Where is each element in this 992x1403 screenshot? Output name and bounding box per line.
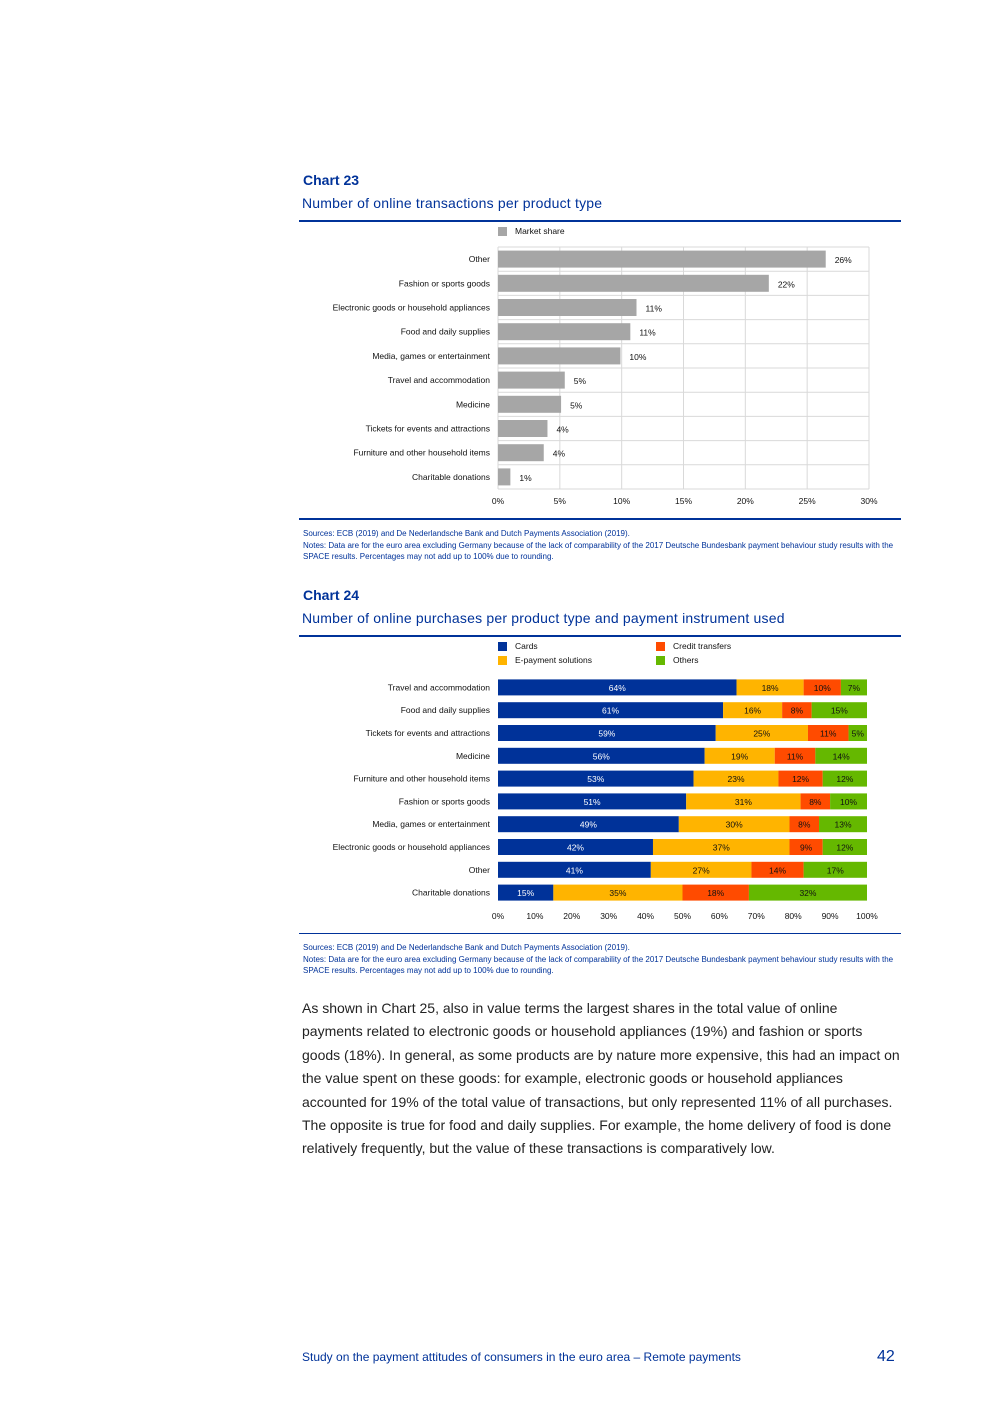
chart24-x-tick-label: 30%	[600, 911, 618, 921]
chart24-bottom-rule	[299, 933, 901, 934]
chart24-data-label: 51%	[583, 796, 601, 807]
chart24-data-label: 10%	[840, 796, 858, 807]
chart24-data-label: 61%	[602, 705, 620, 716]
chart23-data-label: 4%	[556, 424, 569, 435]
body-paragraph: As shown in Chart 25, also in value terms the largest shares in the total value of online payments related to electronic goods or household appliances (19%) and fashion or sports goods (18%). In general, as some products are by nature more expensive, this had an impact on the value spent on these goods: for example, electronic goods or household appliances accounted for 19% of the total value of transactions, but only represented 11% of all purchases. The opposite is true for food and daily supplies. For example, the home delivery of food is done relatively frequently, but the value of these transactions is comparatively low.	[302, 1000, 900, 1157]
chart24-data-label: 30%	[725, 819, 743, 830]
chart24-data-label: 42%	[566, 842, 584, 853]
chart24-category-label: Furniture and other household items	[353, 773, 490, 784]
chart24-category-label: Charitable donations	[412, 887, 490, 898]
chart24-data-label: 9%	[799, 842, 813, 853]
chart24-x-tick-label: 80%	[784, 911, 802, 921]
chart24-data-label: 25%	[753, 728, 771, 739]
chart24-data-label: 8%	[790, 705, 804, 716]
chart23-category-label: Electronic goods or household appliances	[332, 302, 490, 313]
chart24-category-label: Medicine	[455, 750, 490, 761]
chart24-x-tick-label: 70%	[747, 911, 765, 921]
chart24-data-label: 14%	[832, 751, 850, 762]
chart23-title: Number of online transactions per product type	[302, 195, 603, 211]
chart24-sources: Sources: ECB (2019) and De Nederlandsche Bank and Dutch Payments Association (2019).	[303, 943, 630, 952]
chart24-data-label: 14%	[769, 865, 787, 876]
chart24-data-label: 8%	[798, 819, 811, 830]
chart24-data-label: 15%	[830, 705, 848, 716]
chart23-category-label: Tickets for events and attractions	[365, 423, 490, 434]
chart24-data-label: 7%	[847, 682, 861, 693]
chart23-label: Chart 23	[303, 172, 360, 188]
chart23-legend-label: Market share	[515, 226, 565, 236]
chart23-category-label: Travel and accommodation	[387, 375, 490, 386]
chart24-x-tick-label: 20%	[563, 911, 581, 921]
chart24-data-label: 37%	[712, 842, 730, 853]
chart24-x-tick-label: 90%	[821, 911, 839, 921]
chart24-data-label: 41%	[565, 865, 583, 876]
chart23-category-label: Charitable donations	[412, 471, 490, 482]
footer-title: Study on the payment attitudes of consumers in the euro area – Remote payments	[302, 1350, 741, 1364]
chart24-title: Number of online purchases per product type and payment instrument used	[302, 610, 785, 626]
chart23-data-label: 26%	[834, 255, 852, 266]
chart24-data-label: 12%	[836, 774, 854, 785]
chart24-category-label: Media, games or entertainment	[372, 819, 490, 830]
legend-label-cards: Cards	[515, 641, 538, 651]
chart24-category-label: Other	[468, 864, 490, 875]
chart24-label: Chart 24	[303, 587, 360, 603]
chart24-data-label: 31%	[734, 796, 752, 807]
chart23-category-label: Fashion or sports goods	[398, 278, 490, 289]
chart24-data-label: 5%	[851, 728, 864, 739]
chart24-data-label: 59%	[598, 728, 616, 739]
chart23-category-label: Media, games or entertainment	[372, 350, 490, 361]
legend-label-others: Others	[673, 655, 699, 665]
chart23-data-label: 1%	[519, 472, 532, 483]
legend-label-e-payment: E-payment solutions	[515, 655, 593, 665]
chart23-category-label: Other	[468, 254, 490, 265]
chart24-x-tick-label: 40%	[637, 911, 655, 921]
chart24-x-tick-label: 60%	[710, 911, 728, 921]
chart24-data-label: 27%	[692, 865, 710, 876]
chart24-data-label: 23%	[727, 774, 745, 785]
chart23-category-label: Medicine	[455, 399, 490, 410]
chart24-data-label: 64%	[608, 682, 626, 693]
chart24-data-label: 11%	[820, 728, 837, 739]
chart24-category-label: Food and daily supplies	[400, 705, 490, 716]
chart24-data-label: 11%	[786, 751, 804, 762]
chart24-data-label: 10%	[813, 682, 831, 693]
chart24-x-tick-label: 50%	[673, 911, 692, 921]
chart23-data-label: 11%	[645, 303, 662, 314]
page-number: 42	[877, 1348, 895, 1365]
chart23-data-label: 5%	[573, 376, 587, 387]
chart24-data-label: 53%	[587, 774, 605, 785]
chart23-category-label: Food and daily supplies	[400, 326, 490, 337]
chart23-data-label: 5%	[570, 400, 583, 411]
chart23-sources: Sources: ECB (2019) and De Nederlandsche Bank and Dutch Payments Association (2019).	[303, 529, 630, 538]
chart24-data-label: 18%	[761, 682, 779, 693]
chart23-x-tick-label: 20%	[736, 496, 754, 506]
chart24-data-label: 56%	[592, 751, 610, 762]
chart24-data-label: 15%	[517, 888, 535, 899]
chart23-x-tick-label: 0%	[491, 496, 505, 506]
chart24-data-label: 12%	[836, 842, 854, 853]
chart23-notes: Notes: Data are for the euro area excluding Germany because of the lack of comparability of the 2017 Deutsche Bundesbank payment behaviour study results with the SPACE results. Percentages may not add up to 100% due to rounding.	[303, 541, 894, 561]
chart23-category-label: Furniture and other household items	[353, 447, 490, 458]
chart23-data-label: 11%	[639, 327, 656, 338]
chart23-x-tick-label: 15%	[674, 496, 693, 506]
chart24-data-label: 16%	[744, 705, 762, 716]
chart24-x-tick-label: 100%	[856, 911, 878, 921]
chart24-data-label: 18%	[707, 888, 725, 899]
legend-label-credit-transfers: Credit transfers	[673, 641, 732, 651]
chart23-x-tick-label: 10%	[613, 496, 631, 506]
chart24-category-label: Electronic goods or household appliances	[332, 842, 490, 852]
chart24-data-label: 13%	[834, 819, 852, 830]
chart24-x-tick-label: 10%	[526, 911, 544, 921]
chart24-x-tick-label: 0%	[491, 911, 505, 921]
chart23-data-label: 10%	[629, 351, 647, 362]
chart23-data-label: 22%	[777, 279, 795, 290]
chart24-notes: Notes: Data are for the euro area excluding Germany because of the lack of comparability of the 2017 Deutsche Bundesbank payment behaviour study results with the SPACE results. Percentages may not add up to 100% due to rounding.	[303, 955, 894, 975]
chart24-data-label: 35%	[609, 888, 627, 899]
chart24-category-label: Tickets for events and attractions	[365, 728, 490, 738]
chart24-data-label: 17%	[826, 865, 844, 876]
chart24-data-label: 32%	[799, 888, 817, 899]
chart23-data-label: 4%	[552, 448, 566, 459]
chart23-x-tick-label: 25%	[798, 496, 816, 506]
chart24-category-label: Fashion or sports goods	[398, 796, 490, 807]
chart24-data-label: 8%	[809, 796, 822, 807]
chart23-x-tick-label: 30%	[860, 496, 878, 506]
chart24-data-label: 12%	[792, 774, 810, 785]
chart24-category-label: Travel and accommodation	[387, 682, 490, 693]
chart23-x-tick-label: 5%	[553, 496, 566, 506]
chart24-data-label: 19%	[731, 751, 749, 762]
chart24-data-label: 49%	[579, 819, 597, 830]
